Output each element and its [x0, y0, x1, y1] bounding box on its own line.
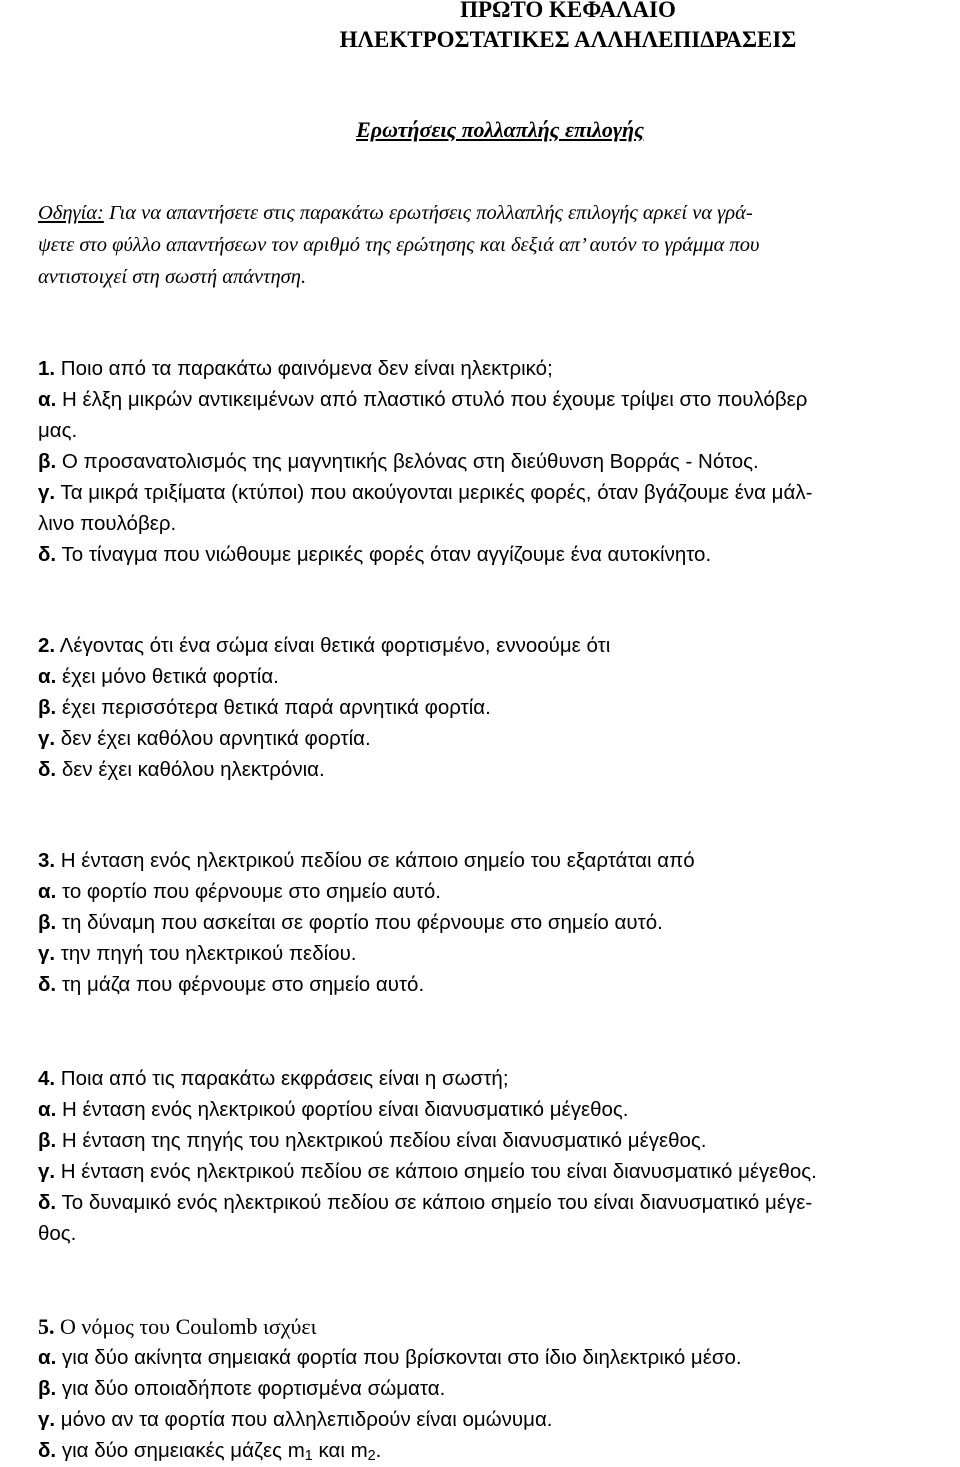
option-b [38, 907, 960, 938]
question-text: Ο νόμος του Coulomb ισχύει [54, 1314, 317, 1339]
option-text: Ο προσανατολισμός της μαγνητικής βελόνας στη διεύθυνση Βορράς - Νότος. [56, 450, 759, 473]
option-b [38, 446, 960, 477]
question-text: Λέγοντας ότι ένα σώμα είναι θετικά φορτισμένο, εννοούμε ότι [55, 634, 611, 657]
option-text: έχει μόνο θετικά φορτία. [56, 665, 279, 688]
option-label: α. [38, 665, 57, 688]
option-c [38, 1156, 960, 1187]
option-b [38, 692, 960, 723]
question-1 [38, 353, 960, 570]
option-text-end: . [375, 1439, 382, 1462]
question-number: 4. [38, 1067, 56, 1090]
option-b [38, 1125, 960, 1156]
option-label: γ. [38, 1160, 56, 1183]
option-label: δ. [38, 543, 57, 566]
question-stem [38, 845, 960, 876]
option-a [38, 1342, 960, 1373]
option-label: α. [38, 1346, 57, 1369]
option-label: δ. [38, 1439, 57, 1462]
option-label: α. [38, 388, 57, 411]
instructions-line-2: ψετε στο φύλλο απαντήσεων τον αριθμό της ερώτησης και δεξιά απ’ αυτόν το γράμμα που [38, 234, 760, 256]
option-a [38, 876, 960, 907]
instructions-line-3: αντιστοιχεί στη σωστή απάντηση. [38, 266, 307, 288]
option-d [38, 1435, 960, 1466]
option-text: Το δυναμικό ενός ηλεκτρικού πεδίου σε κάποιο σημείο του είναι διανυσματικό μέγε- [56, 1191, 813, 1214]
option-text: για δύο σημειακές μάζες m [56, 1439, 305, 1462]
chapter-heading: ΠΡΩΤΟ ΚΕΦΑΛΑΙΟ [460, 0, 676, 22]
option-label: δ. [38, 1191, 57, 1214]
question-stem [38, 353, 960, 384]
option-text: για δύο ακίνητα σημειακά φορτία που βρίσκονται στο ίδιο διηλεκτρικό μέσο. [56, 1346, 742, 1369]
instructions-text-1: Για να απαντήσετε στις παρακάτω ερωτήσεις πολλαπλής επιλογής αρκεί να γρά- [103, 202, 753, 224]
question-3 [38, 845, 960, 1000]
option-label: γ. [38, 942, 56, 965]
question-text: Η ένταση ενός ηλεκτρικού πεδίου σε κάποιο σημείο του εξαρτάται από [55, 849, 695, 872]
option-d [38, 539, 960, 570]
question-stem [38, 630, 960, 661]
option-text: Η ένταση ενός ηλεκτρικού πεδίου σε κάποιο σημείο του είναι διανυσματικό μέγεθος. [55, 1160, 817, 1183]
subscript-1: 1 [304, 1447, 313, 1464]
option-label: β. [38, 1377, 57, 1400]
option-label: δ. [38, 758, 57, 781]
option-a [38, 1094, 960, 1125]
option-label: α. [38, 880, 57, 903]
option-label: δ. [38, 973, 57, 996]
option-a [38, 384, 960, 415]
question-text: Ποιο από τα παρακάτω φαινόμενα δεν είναι ηλεκτρικό; [55, 357, 553, 380]
option-text: για δύο οποιαδήποτε φορτισμένα σώματα. [56, 1377, 446, 1400]
question-text: Ποια από τις παρακάτω εκφράσεις είναι η σωστή; [55, 1067, 509, 1090]
question-number: 1. [38, 357, 56, 380]
option-text-mid: και m [312, 1439, 368, 1462]
option-label: β. [38, 450, 57, 473]
option-text: έχει περισσότερα θετικά παρά αρνητικά φορτία. [56, 696, 491, 719]
option-label: β. [38, 1129, 57, 1152]
option-text: Η ένταση της πηγής του ηλεκτρικού πεδίου είναι διανυσματικό μέγεθος. [56, 1129, 707, 1152]
question-stem [38, 1311, 960, 1342]
option-label: β. [38, 911, 57, 934]
option-text: την πηγή του ηλεκτρικού πεδίου. [55, 942, 357, 965]
instructions-line-1 [38, 198, 753, 228]
option-text: δεν έχει καθόλου ηλεκτρόνια. [56, 758, 325, 781]
option-d [38, 754, 960, 785]
section-title: Ερωτήσεις πολλαπλής επιλογής [356, 117, 644, 142]
option-label: γ. [38, 1408, 56, 1431]
option-text: Τα μικρά τριξίματα (κτύποι) που ακούγονται μερικές φορές, όταν βγάζουμε ένα μάλ- [55, 481, 813, 504]
question-number: 2. [38, 634, 56, 657]
question-number: 3. [38, 849, 56, 872]
option-a-continuation: μας. [38, 419, 78, 442]
option-d [38, 969, 960, 1000]
option-d [38, 1187, 960, 1218]
option-label: γ. [38, 727, 56, 750]
option-d-continuation: θος. [38, 1222, 77, 1245]
option-label: γ. [38, 481, 56, 504]
option-text: δεν έχει καθόλου αρνητικά φορτία. [55, 727, 371, 750]
subscript-2: 2 [367, 1447, 376, 1464]
option-text: Η ένταση ενός ηλεκτρικού φορτίου είναι διανυσματικό μέγεθος. [56, 1098, 629, 1121]
option-label: β. [38, 696, 57, 719]
question-stem [38, 1063, 960, 1094]
question-4 [38, 1063, 960, 1249]
option-b [38, 1373, 960, 1404]
question-2 [38, 630, 960, 785]
option-c-continuation: λινο πουλόβερ. [38, 512, 177, 535]
option-text: το φορτίο που φέρνουμε στο σημείο αυτό. [56, 880, 441, 903]
question-5 [38, 1311, 960, 1466]
option-c [38, 477, 960, 508]
option-a [38, 661, 960, 692]
option-text: μόνο αν τα φορτία που αλληλεπιδρούν είναι ομώνυμα. [55, 1408, 553, 1431]
option-c [38, 723, 960, 754]
option-text: τη μάζα που φέρνουμε στο σημείο αυτό. [56, 973, 425, 996]
option-text: Το τίναγμα που νιώθουμε μερικές φορές όταν αγγίζουμε ένα αυτοκίνητο. [56, 543, 712, 566]
option-text: τη δύναμη που ασκείται σε φορτίο που φέρνουμε στο σημείο αυτό. [56, 911, 663, 934]
option-label: α. [38, 1098, 57, 1121]
chapter-title: ΗΛΕΚΤΡΟΣΤΑΤΙΚΕΣ ΑΛΛΗΛΕΠΙΔΡΑΣΕΙΣ [339, 27, 797, 52]
question-number: 5. [38, 1314, 55, 1339]
option-text: Η έλξη μικρών αντικειμένων από πλαστικό στυλό που έχουμε τρίψει στο πουλόβερ [56, 388, 808, 411]
instructions-label: Οδηγία: [38, 202, 104, 224]
option-c [38, 1404, 960, 1435]
option-c [38, 938, 960, 969]
